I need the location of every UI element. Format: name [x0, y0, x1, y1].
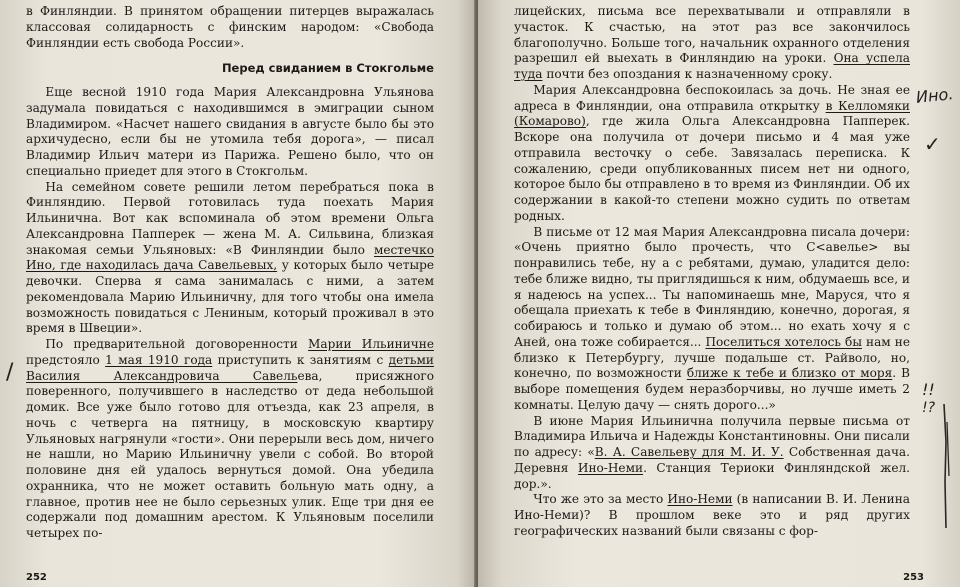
- underlined-passage: Она успела туда: [514, 51, 910, 81]
- underlined-village: Ино-Неми: [577, 460, 644, 475]
- underlined-near-sea: ближе к тебе и близко от моря: [686, 366, 893, 381]
- paragraph-1: лицейских, письма все перехватывали и отправляли в участок. К счастью, на этот раз все закончилось благополучно. Больше того, начальник охранного отделения разрешил ей выехать в Финляндию на уроки. Она успела туда почти без опоздания к назначенному сроку.: [514, 4, 910, 81]
- paragraph-4: В июне Мария Ильинична получила первые письма от Владимира Ильича и Надежды Константиновны. Они писали по адресу: «В. А. Савельеву для М. И. У. Собственная дача. Деревня Ино-Неми. Станция Териоки Финляндской жел. дор.».: [514, 413, 911, 491]
- underlined-name: Марии Ильиничне: [308, 337, 434, 351]
- page-number-right: 253: [903, 572, 924, 583]
- paragraph-5: Что же это за место Ино-Неми (в написании В. И. Ленина Ино-Неми)? В прошлом веке это и ряд других географических названий были связаны с фор-: [514, 492, 910, 538]
- paragraph-2: Мария Александровна беспокоилась за дочь. Не зная ее адреса в Финляндии, она отправила открытку в Келломяки (Комарово), где жила Ольга Александровна Папперек. Вскоре она получила от дочери письмо и 4 мая уже отправила весточку о себе. Завязалась переписка. К сожалению, среди опубликованных писем нет ни одного, которое было бы отправлено в то время из Финляндии. Об их содержании в какой-то степени можно судить по ответам родных.: [514, 82, 910, 223]
- paragraph-2: На семейном совете решили летом перебраться пока в Финляндию. Первой готовилась туда поехать Мария Ильинична. Вот как вспоминала об этом времени Ольга Александровна Папперек — жена М. А. Сильвина, близкая знакомая семьи Ульяновых: «В Финляндии было местечко Ино, где находилась дача Савельевых, у которых было четыре девочки. Сперва я сама занималась с ними, а затем рекомендовала Марию Ильиничну, для того чтобы она имела возможность повидаться с Лениным, который проживал в это время в Швеции».: [26, 179, 435, 336]
- page-number-left: 252: [26, 572, 47, 583]
- opening-paragraph: в Финляндии. В принятом обращении питерцев выражалась классовая солидарность с финским народом: «Свобода Финляндии есть свобода России».: [26, 4, 434, 50]
- paragraph-1: Еще весной 1910 года Мария Александровна Ульянова задумала повидаться с находившимся в эмиграции сыном Владимиром. «Насчет нашего свидания в августе было бы это архичудесно, если бы не утомила тебя дорога», — писал Владимир Ильич матери из Парижа. Решено было, что он специально приедет для этого в Стокгольм.: [26, 85, 434, 178]
- margin-tick-line-icon: [944, 420, 954, 480]
- right-page-text: [514, 4, 910, 540]
- paragraph-3: По предварительной договоренности Марии Ильиничне предстояло 1 мая 1910 года приступить к занятиям с детьми Василия Александровича Савельева, присяжного поверенного, получившего в наследство от деда небольшой домик. Все уже было готово для отъезда, как 23 апреля, в ночь с четверга на пятницу, в московскую квартиру Ульяновых нагрянули «гости». Они перерыли весь дом, ничего не нашли, но Марию Ильиничну увели с собой. Во второй половине дня ей удалось вернуться домой. Она убедила охранника, что не может оставить больную мать одну, а главное, против нее не было серьезных улик. Еще три дня ее содержали под домашним арестом. К Ульяновым поселили четырех по-: [26, 337, 434, 540]
- section-heading: Перед свиданием в Стокгольме: [221, 61, 434, 76]
- handwritten-question-note: !?: [922, 400, 936, 416]
- right-page: [478, 0, 960, 587]
- underlined-children: детьми Василия Александровича Савель: [26, 352, 434, 383]
- handwritten-exclaim-note: !!: [922, 380, 935, 399]
- underlined-passage: местечко Ино, где находилась дача Савельевых,: [26, 242, 434, 273]
- underlined-place: в Келломяки (Комарово): [514, 98, 910, 129]
- handwritten-check-icon: ✓: [924, 132, 941, 156]
- underlined-wish: Поселиться хотелось бы: [705, 334, 862, 349]
- left-page: [0, 0, 476, 587]
- handwritten-slash-mark: /: [6, 360, 14, 385]
- underlined-address: В. А. Савельеву для М. И. У.: [594, 445, 784, 459]
- underlined-village-2: Ино-Неми: [667, 492, 733, 507]
- paragraph-3: В письме от 12 мая Мария Александровна писала дочери: «Очень приятно было прочесть, что С<авелье> вы понравились тебе, ну а с ребятами, думаю, уладится дело: тебе ближе видно, ты приглядишься к ним, обдумаешь все, и я надеюсь на успех... Ты напоминаешь мне, Маруся, что я обещала приехать к тебе в Финляндию, конечно, дорогая, я собираюсь и только и думаю об этом... но ехать хочу я с Аней, она тоже собирается... Поселиться хотелось бы нам не близко к Петербургу, лучше подальше ст. Райволо, но, конечно, по возможности ближе к тебе и близко от моря. В выборе помещения будем неразборчивы, но лучше иметь 2 комнаты. Целую дачу — снять дорого...»: [514, 224, 910, 412]
- left-page-text: [26, 4, 434, 542]
- handwritten-ino-note: Ино.: [915, 84, 955, 107]
- underlined-date: 1 мая 1910 года: [105, 352, 213, 367]
